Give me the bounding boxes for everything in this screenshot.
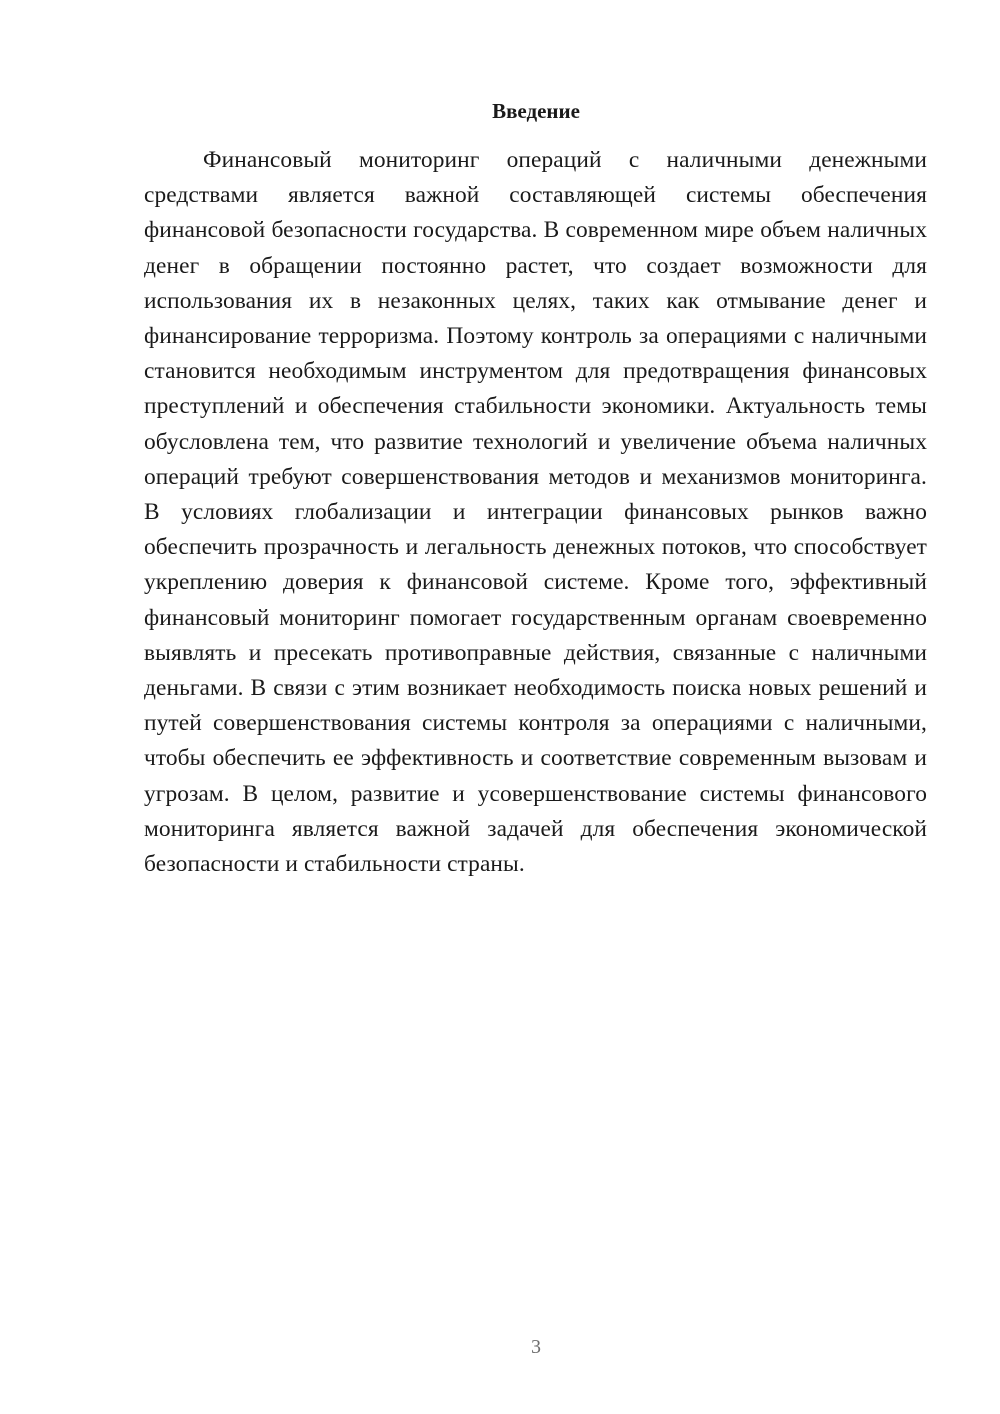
- body-paragraph: Финансовый мониторинг операций с наличными денежными средствами является важной составляющей системы обеспечения финансовой безопасности государства. В современном мире объем наличных денег в обращении постоянно растет, что создает возможности для использования их в незаконных целях, таких как отмывание денег и финансирование терроризма. Поэтому контроль за операциями с наличными становится необходимым инструментом для предотвращения финансовых преступлений и обеспечения стабильности экономики. Актуальность темы обусловлена тем, что развитие технологий и увеличение объема наличных операций требуют совершенствования методов и механизмов мониторинга. В условиях глобализации и интеграции финансовых рынков важно обеспечить прозрачность и легальность денежных потоков, что способствует укреплению доверия к финансовой системе. Кроме того, эффективный финансовый мониторинг помогает государственным органам своевременно выявлять и пресекать противоправные действия, связанные с наличными деньгами. В связи с этим возникает необходимость поиска новых решений и путей совершенствования системы контроля за операциями с наличными, чтобы обеспечить ее эффективность и соответствие современным вызовам и угрозам. В целом, развитие и усовершенствование системы финансового мониторинга является важной задачей для обеспечения экономической безопасности и стабильности страны.: [144, 147, 927, 878]
- section-heading: Введение: [492, 99, 580, 123]
- page-number: 3: [531, 1336, 541, 1358]
